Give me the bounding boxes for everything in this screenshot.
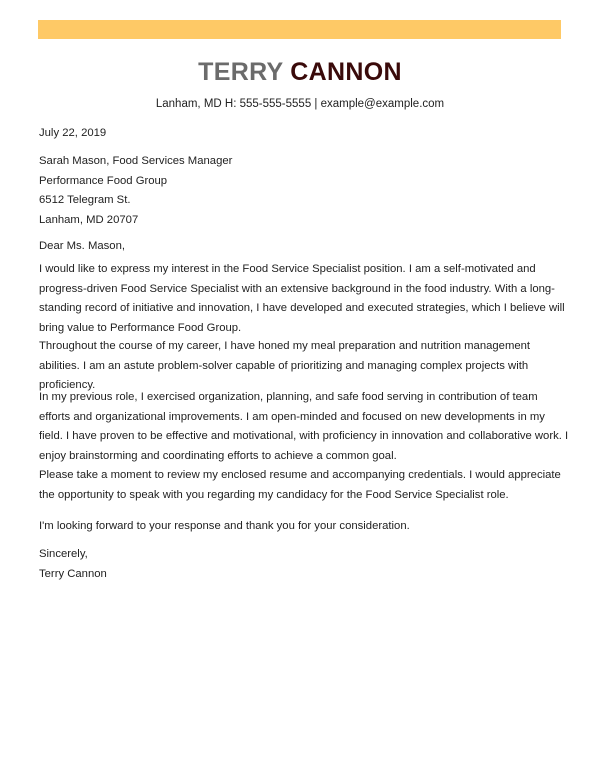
paragraph-thanks xyxy=(39,517,569,537)
recipient-block xyxy=(39,152,569,230)
recipient-street: 6512 Telegram St. xyxy=(39,194,131,206)
paragraph-text: Throughout the course of my career, I have honed my meal preparation and nutrition management abilities. I am an astute problem-solver capable of prioritizing and managing complex projects with proficiency. xyxy=(39,340,531,391)
last-name: CANNON xyxy=(290,58,402,86)
paragraph-text: I'm looking forward to your response and thank you for your consideration. xyxy=(39,520,410,532)
signature-name: Terry Cannon xyxy=(39,567,107,580)
recipient-name-title: Sarah Mason, Food Services Manager xyxy=(39,155,233,167)
salutation-text: Dear Ms. Mason, xyxy=(39,240,126,252)
contact-line: Lanham, MD H: 555-555-5555 | example@example.com xyxy=(155,98,445,110)
closing-text: Sincerely, xyxy=(39,548,88,560)
salutation xyxy=(39,237,569,257)
recipient-company: Performance Food Group xyxy=(39,174,168,187)
letter-date xyxy=(39,124,569,144)
applicant-name xyxy=(0,56,600,88)
paragraph-text: I would like to express my interest in the Food Service Specialist position. I am a self-motivated and progress-driven Food Service Specialist with an extensive background in the food industry. With a long-standing record of initiative and innovation, I have developed and executed strategies, which I believe will bring value to Performance Food Group. xyxy=(39,263,565,334)
header-accent-bar xyxy=(38,20,561,39)
paragraph-previous-role xyxy=(39,388,569,466)
paragraph-text: Please take a moment to review my enclosed resume and accompanying credentials. I would appreciate the opportunity to speak with you regarding my candidacy for the Food Service Specialist role. xyxy=(39,469,561,501)
date-text: July 22, 2019 xyxy=(39,127,107,139)
recipient-city: Lanham, MD 20707 xyxy=(39,213,139,226)
paragraph-career xyxy=(39,337,569,396)
paragraph-intro xyxy=(39,260,569,338)
paragraph-call-to-action xyxy=(39,466,569,505)
closing-block xyxy=(39,545,569,584)
first-name: TERRY xyxy=(198,58,284,86)
paragraph-text: In my previous role, I exercised organization, planning, and safe food serving in contribution of team efforts and organizational improvements. I am open-minded and focused on new developments in my field. I have proven to be effective and motivational, with proficiency in innovation and collaborative work. I enjoy brainstorming and coordinating efforts to achieve a common goal. xyxy=(39,391,569,462)
